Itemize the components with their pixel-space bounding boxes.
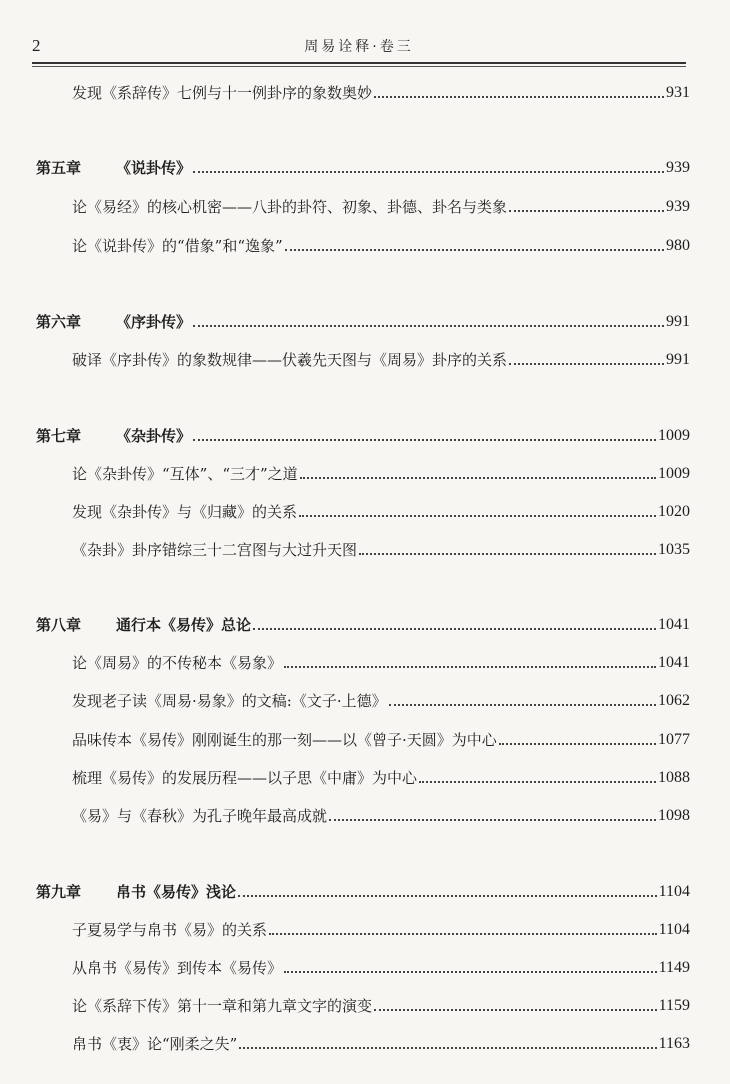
toc-section-entry[interactable] [72, 347, 690, 373]
chapter-title: 《杂卦传》 [116, 427, 192, 445]
toc-entry-title [36, 423, 191, 449]
toc-entry-title: 发现老子读《周易·易象》的文稿:《文子·上德》 [72, 692, 387, 710]
leader-dots [374, 1009, 657, 1011]
leader-dots [329, 819, 656, 821]
chapter-title: 《序卦传》 [116, 313, 192, 331]
toc-entry-title: 论《说卦传》的“借象”和“逸象” [72, 237, 283, 255]
toc-section-entry[interactable] [72, 650, 690, 676]
toc-page-number: 1159 [658, 997, 690, 1014]
leader-dots [269, 933, 657, 935]
toc-entry-title: 子夏易学与帛书《易》的关系 [72, 921, 268, 939]
leader-dots [239, 1047, 656, 1049]
chapter-label: 第八章 [36, 616, 82, 634]
toc-section-entry[interactable] [72, 917, 690, 943]
toc-entry-title: 品味传本《易传》刚刚诞生的那一刻——以《曾子·天圆》为中心 [72, 731, 497, 749]
toc-entry-title: 论《杂卦传》“互体”、“三才”之道 [72, 465, 298, 483]
toc-chapter-entry[interactable] [36, 309, 690, 335]
toc-page-number: 1104 [658, 883, 690, 900]
leader-dots [285, 249, 664, 251]
toc-entry-title: 发现《杂卦传》与《归藏》的关系 [72, 503, 298, 521]
toc-page-number: 1041 [658, 616, 690, 633]
leader-dots [359, 553, 656, 555]
leader-dots [374, 96, 664, 98]
leader-dots [299, 515, 656, 517]
toc-entry-title: 论《周易》的不传秘本《易象》 [72, 654, 283, 672]
toc-entry-title [36, 155, 191, 181]
toc-page-number: 980 [666, 237, 690, 254]
toc-page-number: 1009 [658, 465, 690, 482]
toc-page-number: 1088 [658, 769, 690, 786]
toc-section-entry[interactable] [72, 194, 690, 220]
toc-entry-title: 《杂卦》卦序错综三十二宫图与大过升天图 [72, 541, 358, 559]
toc-entry-title: 论《系辞下传》第十一章和第九章文字的演变 [72, 997, 373, 1015]
toc-section-entry[interactable] [72, 1031, 690, 1057]
chapter-title: 通行本《易传》总论 [116, 616, 252, 634]
toc-section-entry[interactable] [72, 688, 690, 714]
chapter-title: 帛书《易传》浅论 [116, 883, 237, 901]
toc-chapter-entry[interactable] [36, 879, 690, 905]
leader-dots [499, 743, 656, 745]
toc-chapter-entry[interactable] [36, 155, 690, 181]
chapter-label: 第九章 [36, 883, 82, 901]
leader-dots [389, 704, 656, 706]
toc-page-number: 1163 [658, 1035, 690, 1052]
toc-page-number: 1020 [658, 503, 690, 520]
toc-entry-title: 发现《系辞传》七例与十一例卦序的象数奥妙 [72, 84, 373, 102]
leader-dots [509, 363, 664, 365]
toc-page-number: 1041 [658, 654, 690, 671]
toc-page-number: 991 [666, 313, 690, 330]
toc-page-number: 1077 [658, 731, 690, 748]
toc-section-entry[interactable] [72, 727, 690, 753]
toc-section-entry[interactable] [72, 803, 690, 829]
toc-entry-title: 破译《序卦传》的象数规律——伏羲先天图与《周易》卦序的关系 [72, 351, 508, 369]
toc-entry-title [36, 612, 251, 638]
toc-section-entry[interactable] [72, 80, 690, 106]
toc-section-entry[interactable] [72, 993, 690, 1019]
leader-dots [284, 666, 656, 668]
leader-dots [284, 971, 657, 973]
toc-entry-title [36, 309, 191, 335]
toc-page-number: 931 [666, 84, 690, 101]
leader-dots [193, 171, 664, 173]
toc-section-entry[interactable] [72, 461, 690, 487]
page-number: 2 [32, 36, 41, 55]
toc-entry-title: 从帛书《易传》到传本《易传》 [72, 959, 283, 977]
toc-section-entry[interactable] [72, 765, 690, 791]
toc-section-entry[interactable] [72, 499, 690, 525]
toc-page-number: 939 [666, 159, 690, 176]
toc-page-number: 1149 [658, 959, 690, 976]
chapter-title: 《说卦传》 [116, 159, 192, 177]
chapter-label: 第六章 [36, 313, 82, 331]
leader-dots [509, 210, 664, 212]
leader-dots [419, 781, 656, 783]
leader-dots [300, 477, 656, 479]
chapter-label: 第七章 [36, 427, 82, 445]
toc-entry-title: 帛书《衷》论“刚柔之失” [72, 1035, 238, 1053]
toc-section-entry[interactable] [72, 537, 690, 563]
toc-page-number: 1009 [658, 427, 690, 444]
page-header [32, 36, 686, 58]
toc-page-number: 1098 [658, 807, 690, 824]
header-rule-thin [32, 66, 686, 67]
leader-dots [253, 628, 656, 630]
leader-dots [238, 895, 657, 897]
toc-entry-title: 论《易经》的核心机密——八卦的卦符、初象、卦德、卦名与类象 [72, 198, 508, 216]
toc-page-number: 1062 [658, 692, 690, 709]
toc-page-number: 1035 [658, 541, 690, 558]
toc-page-number: 1104 [658, 921, 690, 938]
toc-section-entry[interactable] [72, 955, 690, 981]
toc-page-number: 939 [666, 198, 690, 215]
toc-entry-title [36, 879, 236, 905]
leader-dots [193, 439, 656, 441]
toc-chapter-entry[interactable] [36, 612, 690, 638]
toc-section-entry[interactable] [72, 233, 690, 259]
toc-entry-title: 梳理《易传》的发展历程——以子思《中庸》为中心 [72, 769, 418, 787]
toc-chapter-entry[interactable] [36, 423, 690, 449]
running-title: 周易诠释·卷三 [304, 39, 414, 55]
toc-page-number: 991 [666, 351, 690, 368]
leader-dots [193, 325, 664, 327]
toc-entry-title: 《易》与《春秋》为孔子晚年最高成就 [72, 807, 328, 825]
chapter-label: 第五章 [36, 159, 82, 177]
header-rule-thick [32, 62, 686, 64]
